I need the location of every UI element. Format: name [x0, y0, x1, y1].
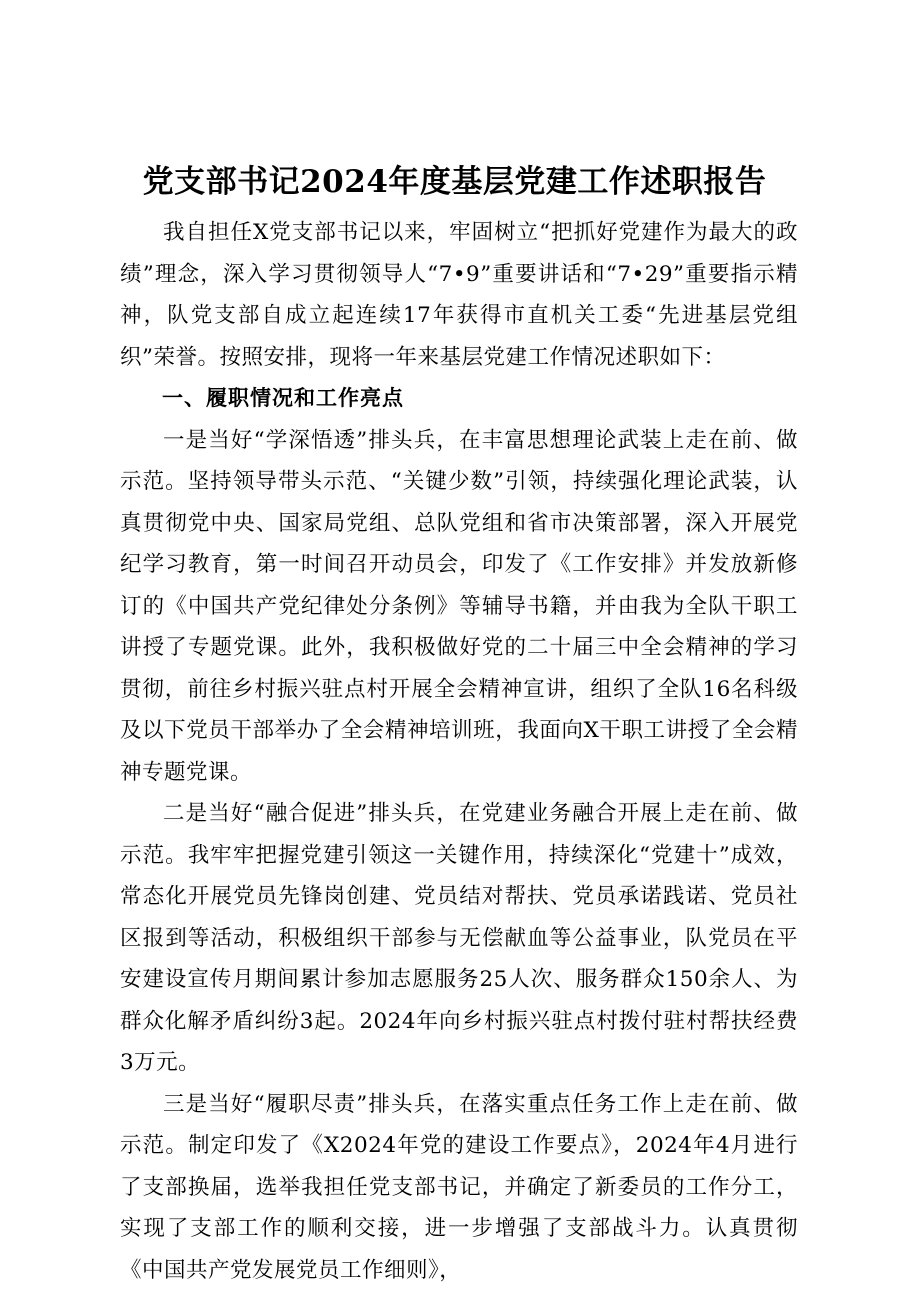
- document-body: [120, 212, 798, 1291]
- paragraph-1: 一是当好“学深悟透”排头兵，在丰富思想理论武装上走在前、做示范。坚持领导带头示范、“关键少数”引领，持续强化理论武装，认真贯彻党中央、国家局党组、总队党组和省市决策部署，深入开展党纪学习教育，第一时间召开动员会，印发了《工作安排》并发放新修订的《中国共产党纪律处分条例》等辅导书籍，并由我为全队干职工讲授了专题党课。此外，我积极做好党的二十届三中全会精神的学习贯彻，前往乡村振兴驻点村开展全会精神宣讲，组织了全队16名科级及以下党员干部举办了全会精神培训班，我面向X干职工讲授了全会精神专题党课。: [120, 420, 798, 794]
- paragraph-2: 二是当好“融合促进”排头兵，在党建业务融合开展上走在前、做示范。我牢牢把握党建引领这一关键作用，持续深化“党建十”成效，常态化开展党员先锋岗创建、党员结对帮扶、党员承诺践诺、党员社区报到等活动，积极组织干部参与无偿献血等公益事业，队党员在平安建设宣传月期间累计参加志愿服务25人次、服务群众150余人、为群众化解矛盾纠纷3起。2024年向乡村振兴驻点村拨付驻村帮扶经费3万元。: [120, 793, 798, 1084]
- intro-paragraph: 我自担任X党支部书记以来，牢固树立“把抓好党建作为最大的政绩”理念，深入学习贯彻领导人“7•9”重要讲话和“7•29”重要指示精神，队党支部自成立起连续17年获得市直机关工委“先进基层党组织”荣誉。按照安排，现将一年来基层党建工作情况述职如下：: [120, 212, 798, 378]
- section-heading: 一、履职情况和工作亮点: [120, 378, 798, 420]
- document-title: 党支部书记2024年度基层党建工作述职报告: [100, 156, 809, 208]
- paragraph-3: 三是当好“履职尽责”排头兵，在落实重点任务工作上走在前、做示范。制定印发了《X2024年党的建设工作要点》，2024年4月进行了支部换届，选举我担任党支部书记，并确定了新委员的工作分工，实现了支部工作的顺利交接，进一步增强了支部战斗力。认真贯彻《中国共产党发展党员工作细则》，: [120, 1084, 798, 1291]
